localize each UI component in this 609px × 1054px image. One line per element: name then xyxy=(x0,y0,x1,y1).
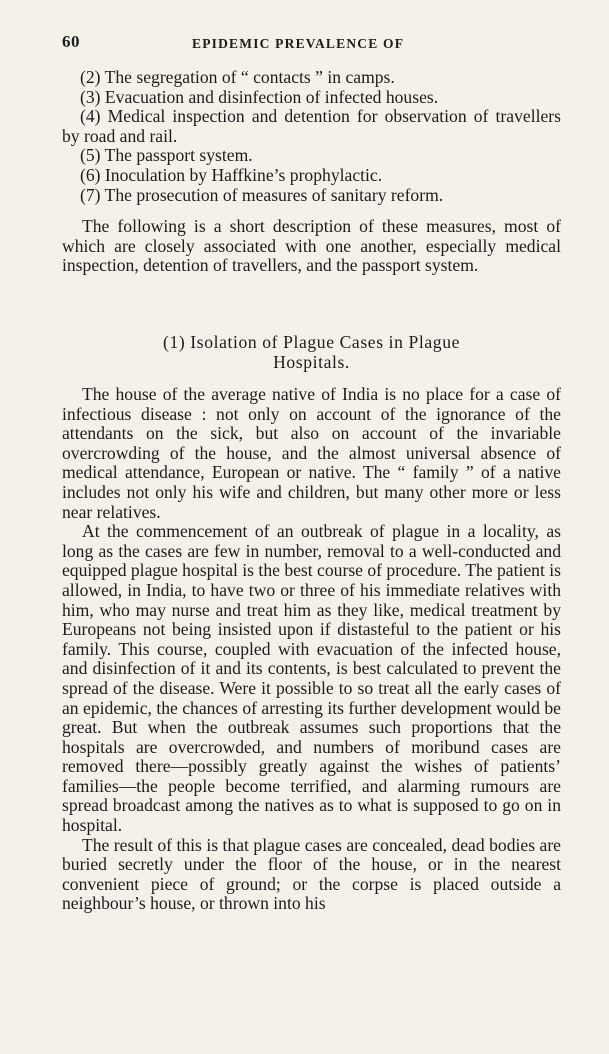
list-item-text: The passport system. xyxy=(104,145,253,166)
intro-section xyxy=(62,217,561,276)
section-heading-line-1: (1) Isolation of Plague Cases in Plague xyxy=(162,332,461,352)
body-paragraph: The house of the average native of India is no place for a case of infectious disease : not only on account of the ignorance of the attendants on the sick, but also on account of the invariable overcrowding of the house, and the almost universal absence of medical attendance, European or native. The “ family ” of a native includes not only his wife and children, but many other more or less near relatives. xyxy=(62,384,561,522)
list-item xyxy=(62,166,561,186)
list-item xyxy=(62,88,561,108)
section-heading-line-2: Hospitals. xyxy=(273,351,350,372)
list-item-number: (2) xyxy=(80,67,101,87)
running-title: EPIDEMIC PREVALENCE OF xyxy=(192,36,405,51)
list-item-text: Medical inspection and detention for observation of travellers by road and rail. xyxy=(62,106,561,146)
measures-list xyxy=(62,68,561,205)
list-item-text: The segregation of “ contacts ” in camps. xyxy=(104,67,395,87)
list-item-number: (7) xyxy=(80,184,101,205)
list-item-text: The prosecution of measures of sanitary reform. xyxy=(104,184,444,205)
intro-paragraph: The following is a short description of these measures, most of which are closely associated with one another, especially medical inspection, detention of travellers, and the passport system. xyxy=(62,216,561,276)
body-paragraph: The result of this is that plague cases are concealed, dead bodies are buried secretly under the floor of the house, or in the nearest convenient piece of ground; or the corpse is placed outside a neighbour’s house, or thrown into his xyxy=(62,834,561,914)
list-item-number: (4) xyxy=(80,106,101,127)
list-item xyxy=(62,146,561,166)
section-heading xyxy=(62,333,561,372)
list-item-number: (3) xyxy=(80,86,101,107)
body-paragraph: At the commencement of an outbreak of plague in a locality, as long as the cases are few in number, removal to a well-conducted and equipped plague hospital is the best course of procedure. The patient is allowed, in India, to have two or three of his immediate relatives with him, who may nurse and treat him as they like, medical treatment by Europeans not being insisted upon if distasteful to the patient or his family. This course, coupled with evacuation of the infected house, and disinfection of it and its contents, is best calculated to prevent the spread of the disease. Were it possible to so treat all the early cases of an epidemic, the chances of arresting its further development would be great. But when the outbreak assumes such proportions that the hospitals are overcrowded, and numbers of moribund cases are removed there—possibly greatly against the wishes of patients’ families—the people become terrified, and alarming rumours are spread broadcast among the natives as to what is supposed to go on in hospital. xyxy=(62,521,561,836)
list-item-number: (5) xyxy=(80,145,101,166)
list-item xyxy=(62,107,561,146)
list-item xyxy=(62,186,561,206)
body-text xyxy=(62,385,561,914)
list-item-number: (6) xyxy=(80,164,101,185)
list-item-text: Inoculation by Haffkine’s prophylactic. xyxy=(104,164,383,185)
running-head xyxy=(62,32,562,54)
list-item xyxy=(62,68,561,88)
page-number: 60 xyxy=(62,32,80,51)
list-item-text: Evacuation and disinfection of infected houses. xyxy=(104,86,439,107)
